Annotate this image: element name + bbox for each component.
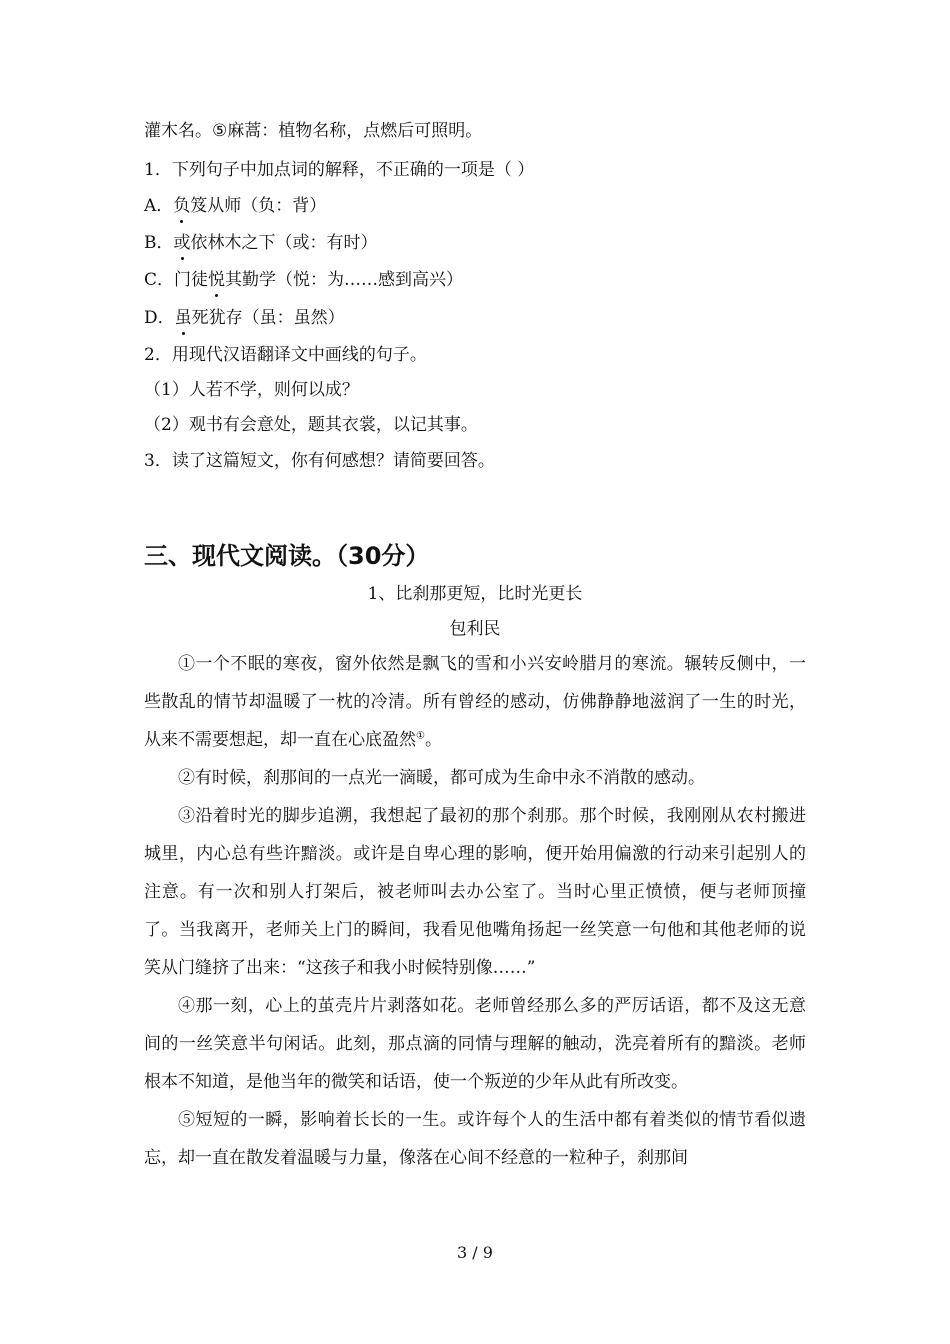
paragraph-1 [144, 645, 806, 759]
paragraph-text: ③沿着时光的脚步追溯，我想起了最初的那个刹那。那个时候，我刚刚从农村搬进城里，内心总有些许黯淡。或许是自卑心理的影响，便开始用偏激的行动来引起别人的注意。有一次和别人打架后，被老师叫去办公室了。当时心里正愤愤，便与老师顶撞了。当我离开，老师关上门的瞬间，我看见他嘴角扬起一丝笑意一句他和其他老师的说笑从门缝挤了出来：“这孩子和我小时候特别像……” [144, 806, 806, 978]
option-prefix: D． [144, 308, 175, 328]
dotted-word: 或 [173, 233, 191, 253]
paragraph-text: ①一个不眠的寒夜，窗外依然是飘飞的雪和小兴安岭腊月的寒流。辗转反侧中，一些散乱的情节却温暖了一枕的冷清。所有曾经的感动，仿佛静静地滋润了一生的时光，从来不需要想起，却一直在心底盈然 [144, 654, 806, 750]
question-1-stem: 1．下列句子中加点词的解释，不正确的一项是（ ） [144, 160, 535, 180]
option-prefix: B． [144, 233, 174, 253]
option-text: 笈从师（负：背） [190, 196, 327, 216]
notes-line: 灌木名。⑤麻蒿：植物名称，点燃后可照明。 [144, 121, 483, 141]
question-3-stem: 3．读了这篇短文，你有何感想？请简要回答。 [144, 451, 495, 471]
article-body [144, 645, 806, 1177]
paragraph-5 [144, 1101, 806, 1177]
question-1-option-c [144, 268, 463, 292]
paragraph-text: ②有时候，刹那间的一点光一滴暖，都可成为生命中永不消散的感动。 [178, 768, 705, 788]
dotted-word: 虽 [174, 308, 192, 328]
paragraph-3 [144, 797, 806, 987]
question-1-option-b [144, 231, 378, 255]
option-prefix: C．门徒 [144, 270, 209, 290]
option-text: 死犹存（虽：虽然） [191, 308, 345, 328]
section-heading: 三、现代文阅读。（30分） [144, 542, 430, 570]
dotted-word: 负 [173, 196, 191, 216]
article-author: 包利民 [449, 619, 501, 639]
article-title: 1、比刹那更短，比时光更长 [367, 584, 583, 604]
paragraph-text: ④那一刻，心上的茧壳片片剥落如花。老师曾经那么多的严厉话语，都不及这无意间的一丝笑意半句闲话。此刻，那点滴的同情与理解的触动，洗亮着所有的黯淡。老师根本不知道，是他当年的微笑和话语，使一个叛逆的少年从此有所改变。 [144, 996, 806, 1092]
question-2-stem: 2．用现代汉语翻译文中画线的句子。 [144, 345, 427, 365]
option-prefix: A． [144, 196, 174, 216]
footnote-marker: ① [416, 730, 425, 742]
question-1-option-a [144, 194, 326, 218]
question-2-item-2: （2）观书有会意处，题其衣裳，以记其事。 [144, 415, 478, 435]
option-text: 其勤学（悦：为……感到高兴） [225, 270, 464, 290]
paragraph-4 [144, 987, 806, 1101]
question-2-item-1: （1）人若不学，则何以成？ [144, 380, 359, 400]
question-1-option-d [144, 306, 345, 330]
page-number: 3 / 9 [457, 1243, 493, 1262]
dotted-word: 悦 [208, 270, 226, 290]
paragraph-text: ⑤短短的一瞬，影响着长长的一生。或许每个人的生活中都有着类似的情节看似遗忘，却一直在散发着温暖与力量，像落在心间不经意的一粒种子，刹那间 [144, 1110, 806, 1168]
paragraph-tail: 。 [424, 730, 442, 750]
paragraph-2 [144, 759, 806, 797]
option-text: 依林木之下（或：有时） [190, 233, 378, 253]
